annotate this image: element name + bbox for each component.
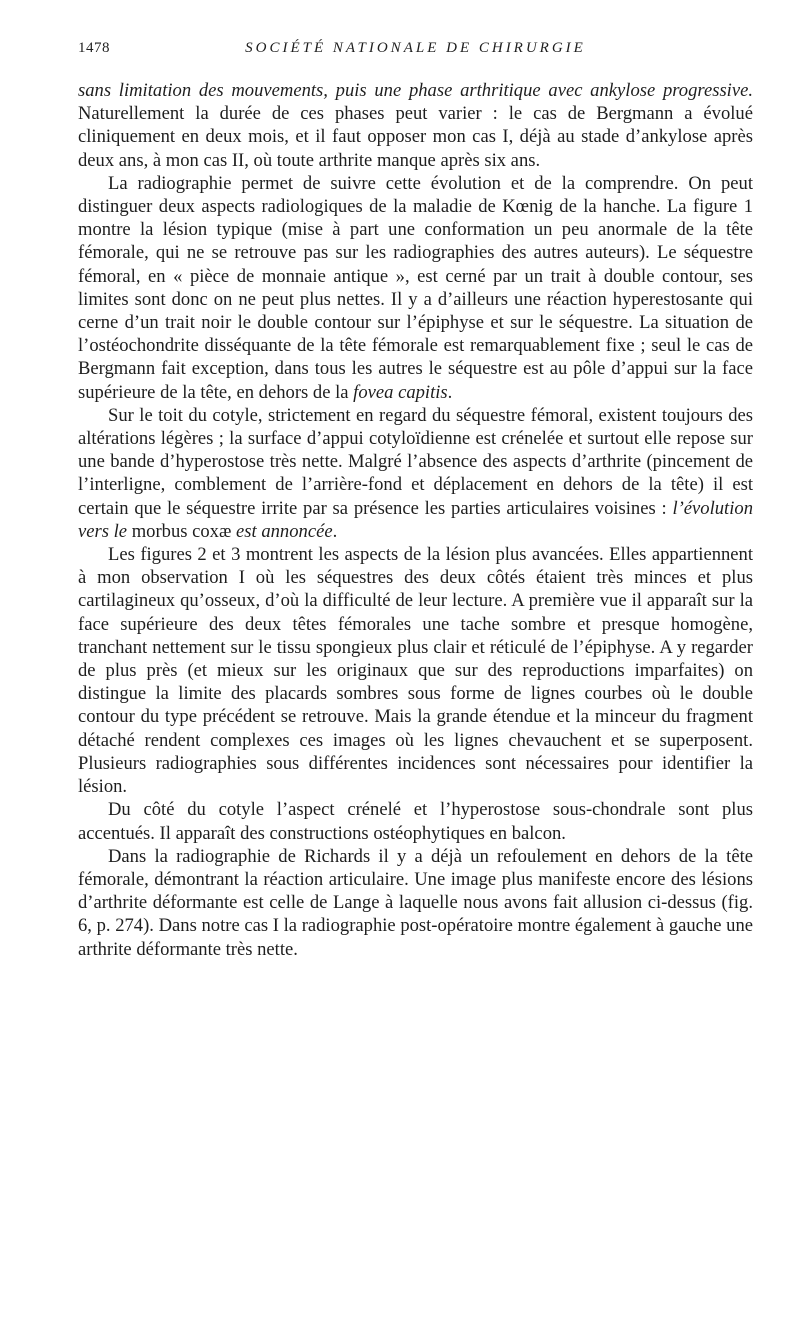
text-span: Naturellement la durée de ces phases peut varier : le cas de Bergmann a évolué cliniquement en deux mois, et il faut opposer mon cas I, déjà au stade d’ankylose après deux ans, à mon cas II, où toute arthrite manque après six ans. bbox=[78, 103, 753, 171]
text-span: sans limitation des mouvements, puis une phase arthritique avec ankylose progressive. bbox=[78, 80, 753, 101]
text-span: La radiographie permet de suivre cette évolution et de la comprendre. On peut distinguer deux aspects radiologiques de la maladie de Kœnig de la hanche. La figure 1 montre la lésion typique (mise à part une conformation un peu anormale de la tête fémorale, qui ne se retrouve pas sur les radiographies des autres auteurs). Le séquestre fémoral, en « pièce de monnaie antique », est cerné par un trait à double contour, ses limites sont donc on ne peut plus nettes. Il y a d’ailleurs une réaction hyperestosante qui cerne d’un trait noir le double contour sur l’épiphyse et sur le séquestre. La situation de l’ostéochondrite disséquante de la tête fémorale est remarquablement fixe ; seul le cas de Bergmann fait exception, dans tous les autres le séquestre est au pôle d’appui sur la face supérieure de la tête, en dehors de la bbox=[78, 172, 753, 403]
text-span: morbus coxæ bbox=[127, 520, 237, 542]
text-span: est annoncée bbox=[236, 520, 333, 542]
paragraph-2 bbox=[78, 172, 753, 404]
text-span: . bbox=[332, 520, 338, 542]
text-span: . bbox=[447, 381, 453, 403]
running-title: SOCIÉTÉ NATIONALE DE CHIRURGIE bbox=[245, 40, 586, 56]
text-span: Sur le toit du cotyle, strictement en regard du séquestre fémoral, existent toujours des altérations légères ; la surface d’appui cotyloïdienne est crénelée et surtout elle repose sur une bande d’hyperostose très nette. Malgré l’absence des aspects d’arthrite (pincement de l’interligne, comblement de l’arrière-fond et déplacement en dehors de la tête) il est certain que le séquestre irrite par sa présence les parties articulaires voisines : bbox=[78, 404, 753, 519]
paragraph-5 bbox=[78, 798, 753, 844]
text-span: l’évolution vers le bbox=[78, 497, 753, 542]
text-span: Dans la radiographie de Richards il y a déjà un refoulement en dehors de la tête fémorale, démontrant la réaction articulaire. Une image plus manifeste encore des lésions d’arthrite déformante est celle de Lange à laquelle nous avons fait allusion ci-dessus (fig. 6, p. 274). Dans notre cas I la radiographie post-opératoire montre également à gauche une arthrite déformante très nette. bbox=[78, 845, 753, 960]
page-header bbox=[78, 40, 753, 62]
text-span: Les figures 2 et 3 montrent les aspects de la lésion plus avancées. Elles appartiennent à mon observation I où les séquestres des deux côtés étaient très minces et plus cartilagineux qu’osseux, d’où la difficulté de leur lecture. A première vue il apparaît sur la face supérieure des deux têtes fémorales une tache sombre et presque homogène, tranchant nettement sur le tissu spongieux plus clair et réticulé de l’épiphyse. A y regarder de plus près (et mieux sur les originaux que sur des reproductions imparfaites) on distingue la limite des placards sombres sous forme de lignes courbes où le double contour du type précédent se retrouve. Mais la grande étendue et la minceur du fragment détaché rendent complexes ces images où les lignes chevauchent et se superposent. Plusieurs radiographies sous différentes incidences sont nécessaires pour identifier la lésion. bbox=[78, 544, 753, 798]
paragraph-1 bbox=[78, 79, 753, 172]
paragraph-3 bbox=[78, 404, 753, 543]
paragraph-6 bbox=[78, 845, 753, 961]
page-number: 1478 bbox=[78, 40, 110, 56]
paragraph-4 bbox=[78, 543, 753, 798]
body-text bbox=[78, 79, 753, 961]
text-span: fovea capitis bbox=[353, 381, 448, 403]
text-span: Du côté du cotyle l’aspect crénelé et l’hyperostose sous-chondrale sont plus accentués. Il apparaît des constructions ostéophytiques en balcon. bbox=[78, 799, 753, 844]
